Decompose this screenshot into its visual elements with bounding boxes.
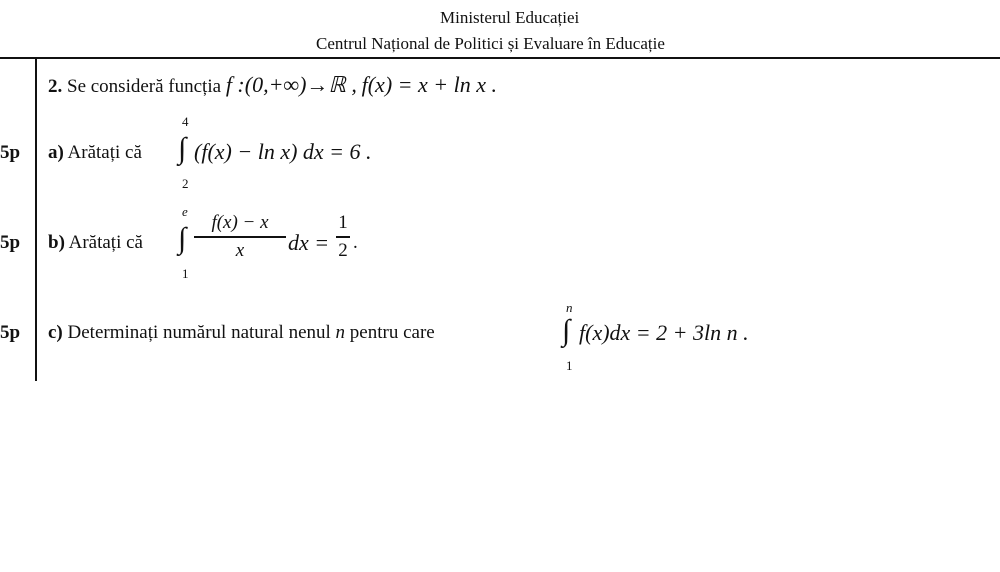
statement-prefix: Se consideră funcția [67,76,222,97]
result-fraction-bar [336,236,350,238]
integral-sign-a: ∫ [178,132,187,165]
part-a-label: a) [48,142,64,163]
part-b-numerator: f(x) − x [211,212,269,233]
points-a: 5p [0,142,21,163]
part-b-label: b) [48,232,65,253]
center-title: Centrul Național de Politici și Evaluare în Educație [316,34,665,53]
part-a-text: Arătați că [67,142,142,163]
points-c: 5p [0,322,21,343]
part-b-lower-limit: 1 [182,266,189,281]
function-formula: f(x) = x + ln x . [361,72,497,97]
part-b-upper-limit: e [182,204,188,219]
part-c-lower-limit: 1 [566,358,573,373]
part-c [48,322,435,344]
part-b-result-numerator: 1 [338,212,348,233]
part-a-integrand: (f(x) − ln x) dx = 6 . [194,139,372,164]
part-b [48,232,143,254]
header-divider [0,57,1000,59]
integral-sign-b: ∫ [178,222,187,255]
part-b-result [336,212,350,262]
part-a-lower-limit: 2 [182,176,189,191]
fraction-bar [194,236,286,238]
ministry-title: Ministerul Educației [440,8,580,27]
part-b-result-denominator: 2 [338,239,348,261]
part-a-upper-limit: 4 [182,114,189,129]
part-b-period: . [353,232,358,253]
problem-statement [48,72,497,98]
part-c-integrand: f(x)dx = 2 + 3ln n . [579,320,749,345]
part-c-upper-limit: n [566,300,573,315]
part-c-text-before: Determinați numărul natural nenul [67,322,331,343]
points-b: 5p [0,232,21,253]
part-c-variable: n [335,322,346,343]
integral-sign-c: ∫ [562,314,571,347]
part-c-label: c) [48,322,63,343]
problem-number: 2. [48,76,63,97]
part-a [48,142,142,164]
points-column-divider [35,59,37,381]
part-b-dx: dx = [288,230,330,255]
part-b-fraction [194,212,286,262]
function-definition: f :(0,+∞)→ℝ , [225,72,357,97]
part-b-denominator: x [235,239,245,261]
part-b-text: Arătați că [68,232,143,253]
part-c-text-after: pentru care [349,322,435,343]
